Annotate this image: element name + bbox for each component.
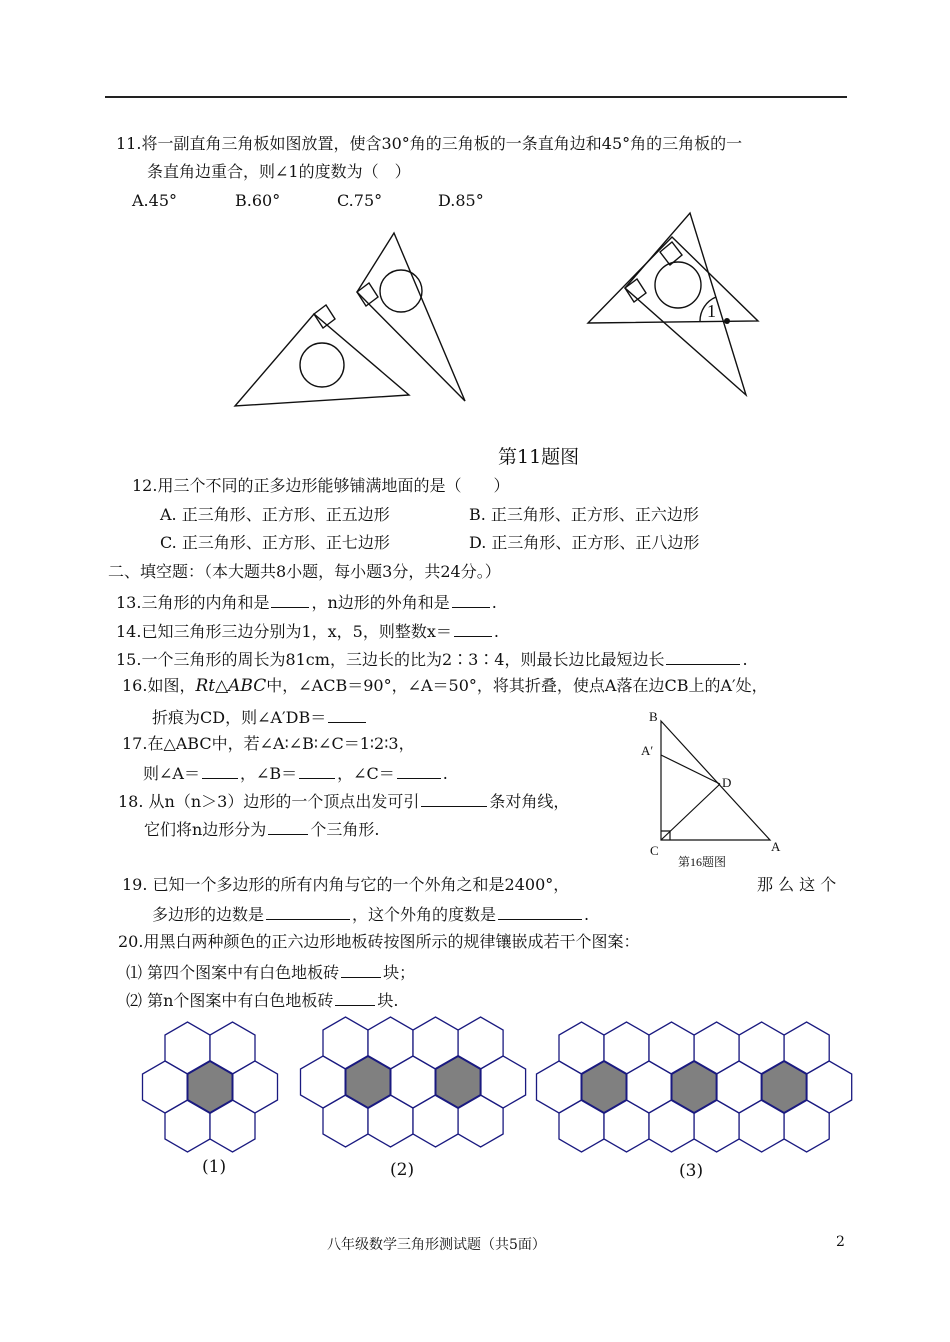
q18-line1-b: 条对角线，	[489, 792, 570, 811]
page-number: 2	[836, 1234, 845, 1250]
q12-option-a: A. 正三角形、正方形、正五边形	[160, 505, 390, 524]
q12-option-b: B. 正三角形、正方形、正六边形	[469, 505, 699, 524]
q16-part1: 16.如图，	[122, 676, 196, 695]
q20-stem: 20.用黑白两种颜色的正六边形地板砖按图所示的规律镶嵌成若干个图案：	[118, 932, 640, 951]
q11-option-d: D.85°	[438, 191, 484, 210]
q14-part1: 14.已知三角形三边分别为1，x，5，则整数x＝	[116, 622, 452, 641]
angle-1-label: 1	[707, 301, 716, 321]
pattern-label-1: (1)	[202, 1157, 227, 1177]
q20-sub2-a: ⑵ 第n个图案中有白色地板砖	[126, 991, 334, 1010]
q20-sub2-b: 块.	[377, 991, 399, 1010]
q13-part3: .	[491, 593, 497, 612]
q17-line2-end: .	[442, 764, 448, 783]
q12-option-c: C. 正三角形、正方形、正七边形	[160, 533, 390, 552]
q14-part2: .	[493, 622, 499, 641]
q17-line2-b: ，∠B＝	[239, 764, 298, 783]
pattern-label-2: (2)	[390, 1160, 415, 1180]
footer-title: 八年级数学三角形测试题（共5面）	[327, 1237, 546, 1253]
q11-line1: 11.将一副直角三角板如图放置，使含30°角的三角板的一条直角边和45°角的三角板的一	[116, 134, 743, 153]
q13-part1: 13.三角形的内角和是	[116, 593, 270, 612]
q18-line1-a: 18. 从n（n＞3）边形的一个顶点出发可引	[118, 792, 420, 811]
label-d: D	[722, 775, 732, 790]
q17-line2-a: 则∠A＝	[143, 764, 200, 783]
q16-part2: 中，∠ACB＝90°，∠A＝50°，将其折叠，使点A落在边CB上的A′处，	[266, 676, 768, 695]
pattern-label-3: (3)	[679, 1161, 704, 1181]
q19-line2-end: .	[584, 905, 590, 924]
q19-line1-a: 19. 已知一个多边形的所有内角与它的一个外角之和是2400°，	[122, 875, 570, 894]
q12-option-d: D. 正三角形、正方形、正八边形	[469, 533, 700, 552]
q16-line2-text: 折痕为CD，则∠A′DB＝	[152, 708, 327, 727]
q11-option-a: A.45°	[132, 191, 177, 210]
q11-option-b: B.60°	[235, 191, 281, 210]
q17-line1: 17.在△ABC中，若∠A∶∠B∶∠C＝1∶2∶3，	[122, 734, 415, 753]
q20-sub1-a: ⑴ 第四个图案中有白色地板砖	[126, 963, 340, 982]
q16-figure-caption: 第16题图	[678, 855, 727, 869]
q12-stem: 12.用三个不同的正多边形能够铺满地面的是（ ）	[132, 476, 510, 495]
q15-part1: 15.一个三角形的周长为81cm，三边长的比为2∶3∶4，则最长边比最短边长	[116, 650, 665, 669]
q19-line2-a: 多边形的边数是	[152, 905, 265, 924]
q11-line2: 条直角边重合，则∠1的度数为（ ）	[147, 162, 411, 181]
q13-part2: ，n边形的外角和是	[311, 593, 450, 612]
q11-option-c: C.75°	[337, 191, 383, 210]
q20-sub1-b: 块；	[383, 963, 416, 982]
label-b: B	[649, 709, 658, 724]
q15-part2: .	[742, 650, 748, 669]
q18-line2-b: 个三角形.	[310, 820, 380, 839]
rt-triangle-abc: Rt△ABC	[195, 676, 267, 696]
label-c: C	[650, 843, 659, 858]
q19-line2-b: ，这个外角的度数是	[352, 905, 497, 924]
label-a-prime: A′	[641, 743, 654, 758]
section2-heading: 二、填空题：（本大题共8小题，每小题3分，共24分。）	[108, 562, 501, 581]
label-a: A	[771, 839, 781, 854]
q19-line1-b: 那 么 这 个	[757, 875, 837, 894]
q18-line2-a: 它们将n边形分为	[144, 820, 267, 839]
q17-line2-c: ，∠C＝	[337, 764, 395, 783]
q11-figure-caption: 第11题图	[498, 446, 580, 468]
